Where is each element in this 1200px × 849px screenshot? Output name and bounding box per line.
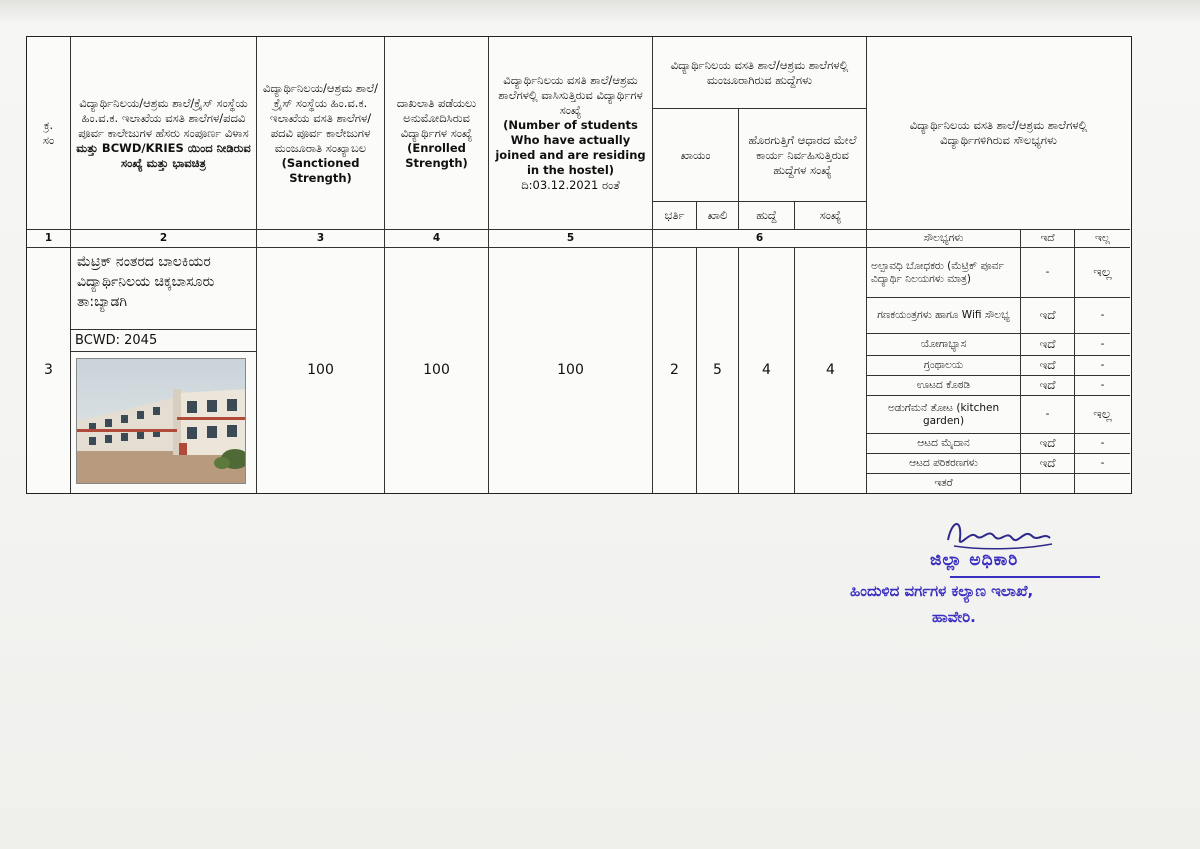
row-serial: 3 [27, 248, 71, 493]
row-vacant: 5 [697, 248, 739, 493]
facility-row-no: - [1075, 434, 1130, 454]
header-residing-kn: ವಿದ್ಯಾರ್ಥಿನಿಲಯ ವಸತಿ ಶಾಲೆ/ಆಶ್ರಮ ಶಾಲೆಗಳಲ್ಲಿ ವಾಸಿಸುತ್ತಿರುವ ವಿದ್ಯಾರ್ಥಿಗಳ ಸಂಖ್ಯೆ [498, 73, 643, 117]
facility-row-name: ಆಟದ ಪರಿಕರಣಗಳು [867, 454, 1021, 474]
row-sanctioned: 100 [257, 248, 385, 493]
header-enrolled-kn: ದಾಖಲಾತಿ ಪಡೆಯಲು ಅನುಮೋದಿಸಿರುವ ವಿದ್ಯಾರ್ಥಿಗಳ ಸಂಖ್ಯೆ [396, 95, 477, 140]
facility-row-no [1075, 474, 1130, 493]
facility-row-no: - [1075, 298, 1130, 334]
row-residing: 100 [489, 248, 653, 493]
header-residing-date: ದಿ:03.12.2021 ರಂತೆ [521, 178, 620, 192]
facility-row-name: ಅಡುಗೆಮನೆ ತೋಟ (kitchen garden) [867, 396, 1021, 434]
facility-row-yes: ಇದೆ [1021, 454, 1075, 474]
row-filled: 2 [653, 248, 697, 493]
header-sub-filled: ಭರ್ತಿ [653, 202, 697, 230]
facility-row-yes [1021, 474, 1075, 493]
num-6: 6 [653, 230, 867, 248]
row-enrolled: 100 [385, 248, 489, 493]
facility-table [26, 36, 1132, 494]
facility-row-no: ಇಲ್ಲ [1075, 396, 1130, 434]
header-sub-post: ಹುದ್ದೆ [739, 202, 795, 230]
facility-row-yes: - [1021, 396, 1075, 434]
signature-line-2: ಹಿಂದುಳಿದ ವರ್ಗಗಳ ಕಲ್ಯಾಣ ಇಲಾಖೆ, [850, 582, 1034, 600]
facility-head-yes: ಇದೆ [1021, 230, 1075, 248]
facility-row-name: ಗಣಕಯಂತ್ರಗಳು ಹಾಗೂ Wifi ಸೌಲಭ್ಯ [867, 298, 1021, 334]
num-1: 1 [27, 230, 71, 248]
header-sub-count: ಸಂಖ್ಯೆ [795, 202, 867, 230]
header-sanctioned [257, 37, 385, 230]
facility-row-no: - [1075, 334, 1130, 356]
facility-row-yes: ಇದೆ [1021, 334, 1075, 356]
num-4: 4 [385, 230, 489, 248]
facility-row-yes: ಇದೆ [1021, 298, 1075, 334]
header-sanctioned-en: (Sanctioned Strength) [281, 155, 360, 185]
facility-row-no: - [1075, 356, 1130, 376]
facility-row-name: ಇತರೆ [867, 474, 1021, 493]
signature-line-3: ಹಾವೇರಿ. [932, 608, 976, 626]
header-residing [489, 37, 653, 230]
hostel-building-photo [76, 358, 246, 484]
facility-head-name: ಸೌಲಭ್ಯಗಳು [867, 230, 1021, 248]
header-enrolled-en: (Enrolled Strength) [405, 140, 468, 170]
facility-row-name: ಯೋಗಾಭ್ಯಾಸ [867, 334, 1021, 356]
facility-row-yes: ಇದೆ [1021, 376, 1075, 396]
facility-list [867, 248, 1130, 493]
signature-line-1: ಜಿಲ್ಲಾ ಅಧಿಕಾರಿ [930, 550, 1019, 570]
header-posts-permanent: ಖಾಯಂ [653, 109, 739, 202]
header-name-mix: ಮತ್ತು BCWD/KRIES ಯಿಂದ ನೀಡಿರುವ ಸಂಖ್ಯೆ ಮತ್ತು ಭಾವಚಿತ್ರ [76, 140, 251, 170]
facility-row-yes: ಇದೆ [1021, 356, 1075, 376]
header-name-kn: ವಿದ್ಯಾರ್ಥಿನಿಲಯ/ಆಶ್ರಮ ಶಾಲೆ/ಕ್ರೈಸ್ ಸಂಸ್ಥೆಯ ಹಿಂ.ವ.ಕ. ಇಲಾಖೆಯ ವಸತಿ ಶಾಲೆಗಳ/ಪದವಿ ಪೂರ್ವ ಕಾಲೇಜುಗಳ ಹೆಸರು ಸಂಪೂರ್ಣ ವಿಳಾಸ [78, 95, 249, 140]
hostel-building-image [77, 359, 246, 484]
facility-row-no: - [1075, 454, 1130, 474]
row-code: BCWD: 2045 [71, 330, 257, 352]
facility-row-yes: - [1021, 248, 1075, 298]
scan-edge [0, 0, 1200, 22]
header-sub-vacant: ಖಾಲಿ [697, 202, 739, 230]
header-posts-outsourced: ಹೊರಗುತ್ತಿಗೆ ಆಧಾರದ ಮೇಲೆ ಕಾರ್ಯ ನಿರ್ವಹಿಸುತ್ತಿರುವ ಹುದ್ದೆಗಳ ಸಂಖ್ಯೆ [739, 109, 867, 202]
facility-row-name: ಅಲ್ಪಾವಧಿ ಬೋಧಕರು (ಮೆಟ್ರಿಕ್ ಪೂರ್ವ ವಿದ್ಯಾರ್ಥಿ ನಿಲಯಗಳು ಮಾತ್ರ) [867, 248, 1021, 298]
row-name: ಮೆಟ್ರಿಕ್ ನಂತರದ ಬಾಲಕಿಯರ ವಿದ್ಯಾರ್ಥಿನಿಲಯ ಚಿಕ್ಕಬಾಸೂರು ತಾ:ಬ್ಯಾಡಗಿ [71, 248, 257, 330]
facility-row-name: ಊಟದ ಕೊಠಡಿ [867, 376, 1021, 396]
row-count: 4 [795, 248, 867, 493]
facility-row-name: ಆಟದ ಮೈದಾನ [867, 434, 1021, 454]
signature-underline [950, 576, 1100, 578]
header-serial: ಕ್ರ. ಸಂ [27, 37, 71, 230]
facility-row-no: - [1075, 376, 1130, 396]
officer-signature-block [840, 510, 1140, 640]
facility-row-yes: ಇದೆ [1021, 434, 1075, 454]
num-3: 3 [257, 230, 385, 248]
facility-row-name: ಗ್ರಂಥಾಲಯ [867, 356, 1021, 376]
header-sanctioned-kn: ವಿದ್ಯಾರ್ಥಿನಿಲಯ/ಆಶ್ರಮ ಶಾಲೆ/ಕ್ರೈಸ್ ಸಂಸ್ಥೆಯ ಹಿಂ.ವ.ಕ. ಇಲಾಖೆಯ ವಸತಿ ಶಾಲೆಗಳ/ಪದವಿ ಪೂರ್ವ ಕಾಲೇಜುಗಳ ಮಂಜೂರಾತಿ ಸಂಖ್ಯಾಬಲ [262, 80, 379, 155]
row-photo-cell [71, 352, 257, 493]
header-posts-title: ವಿದ್ಯಾರ್ಥಿನಿಲಯ ವಸತಿ ಶಾಲೆ/ಆಶ್ರಮ ಶಾಲೆಗಳಲ್ಲಿ ಮಂಜೂರಾಗಿರುವ ಹುದ್ದೆಗಳು [653, 37, 867, 109]
facility-head-no: ಇಲ್ಲ [1075, 230, 1130, 248]
num-5: 5 [489, 230, 653, 248]
header-name-address [71, 37, 257, 230]
facility-row-no: ಇಲ್ಲ [1075, 248, 1130, 298]
header-residing-en: (Number of students Who have actually joined and are residing in the hostel) [495, 118, 646, 177]
header-enrolled [385, 37, 489, 230]
row-post: 4 [739, 248, 795, 493]
num-2: 2 [71, 230, 257, 248]
header-facilities: ವಿದ್ಯಾರ್ಥಿನಿಲಯ ವಸತಿ ಶಾಲೆ/ಆಶ್ರಮ ಶಾಲೆಗಳಲ್ಲಿ ವಿದ್ಯಾರ್ಥಿಗಳಿಗಿರುವ ಸೌಲಭ್ಯಗಳು [867, 37, 1130, 230]
